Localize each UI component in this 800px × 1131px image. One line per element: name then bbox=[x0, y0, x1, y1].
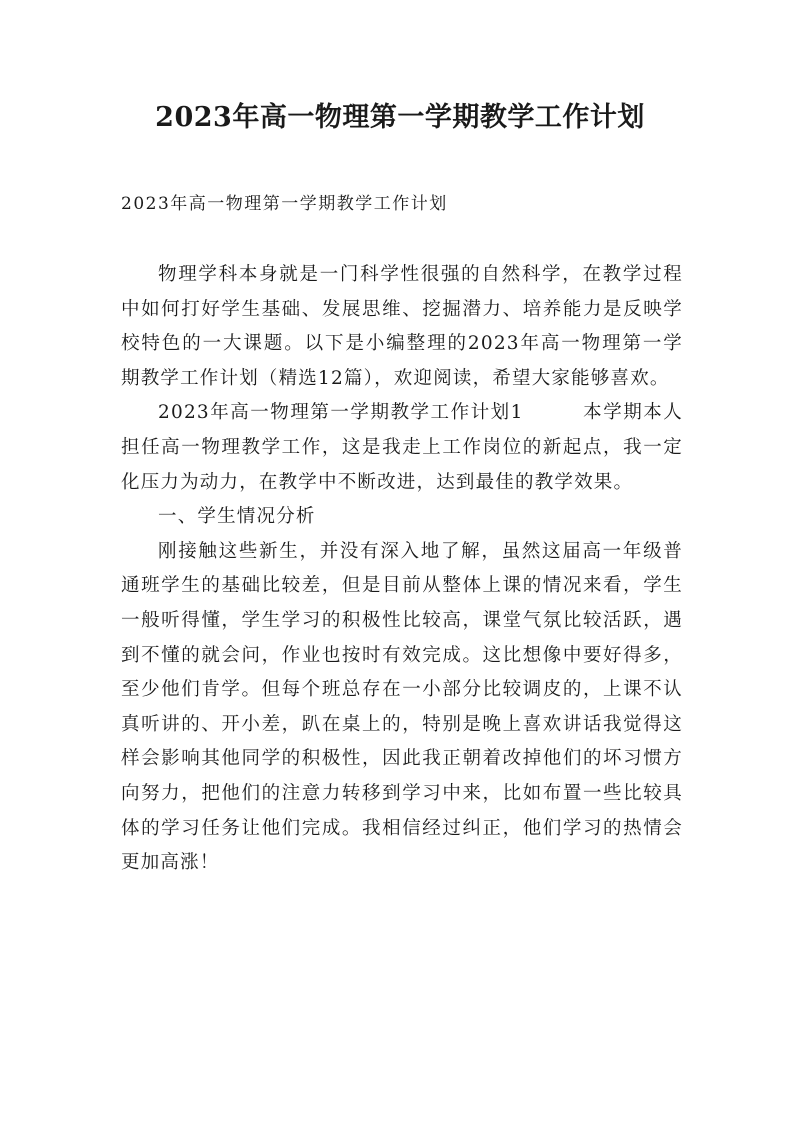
document-body bbox=[121, 258, 683, 881]
section1-paragraph: 刚接触这些新生，并没有深入地了解，虽然这届高一年级普通班学生的基础比较差，但是目前从整体上课的情况来看，学生一般听得懂，学生学习的积极性比较高，课堂气氛比较活跃，遇到不懂的就会问，作业也按时有效完成。这比想像中要好得多，至少他们肯学。但每个班总存在一小部分比较调皮的，上课不认真听讲的、开小差，趴在桌上的，特别是晚上喜欢讲话我觉得这样会影响其他同学的积极性，因此我正朝着改掉他们的坏习惯方向努力，把他们的注意力转移到学习中来，比如布置一些比较具体的学习任务让他们完成。我相信经过纠正，他们学习的热情会更加高涨！ bbox=[121, 540, 683, 874]
section1-heading: 一、学生情况分析 bbox=[158, 506, 316, 528]
plan1-paragraph bbox=[121, 396, 683, 500]
intro-paragraph: 物理学科本身就是一门科学性很强的自然科学，在教学过程中如何打好学生基础、发展思维、挖掘潜力、培养能力是反映学校特色的一大课题。以下是小编整理的2023年高一物理第一学期教学工作计划（精选12篇），欢迎阅读，希望大家能够喜欢。 bbox=[121, 264, 683, 389]
document-subtitle: 2023年高一物理第一学期教学工作计划 bbox=[121, 194, 448, 214]
document-title: 2023年高一物理第一学期教学工作计划 bbox=[155, 102, 645, 133]
plan1-heading: 2023年高一物理第一学期教学工作计划1 bbox=[158, 402, 524, 424]
plan1-text: 本学期本人担任高一物理教学工作，这是我走上工作岗位的新起点，我一定化压力为动力，在教学中不断改进，达到最佳的教学效果。 bbox=[121, 402, 683, 493]
